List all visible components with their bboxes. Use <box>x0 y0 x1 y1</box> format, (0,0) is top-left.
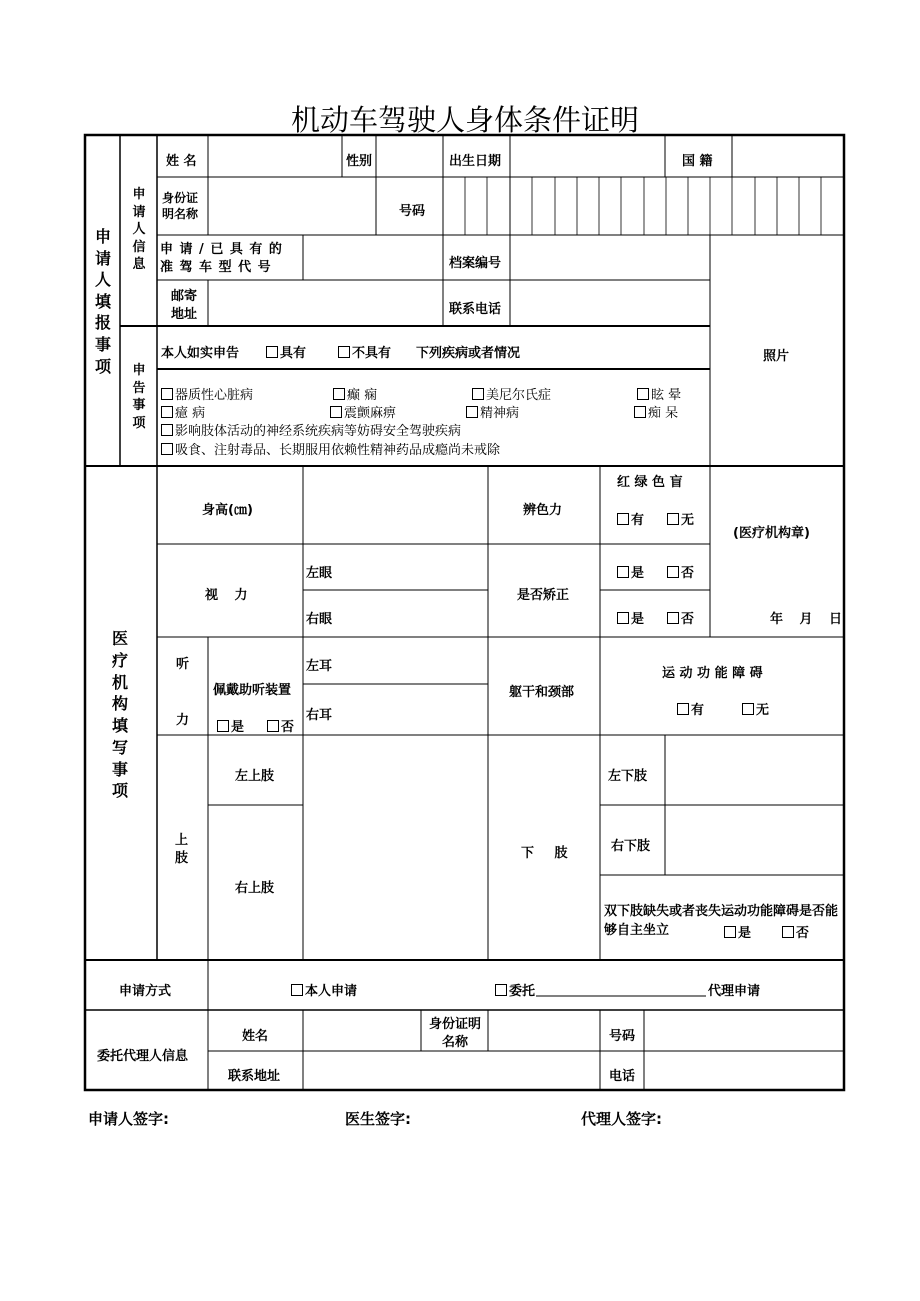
checkbox-icon[interactable] <box>472 388 484 400</box>
id-number-label: 号码 <box>399 204 426 219</box>
checkbox-icon[interactable] <box>338 346 350 358</box>
entrust-option[interactable]: 委托 <box>495 980 535 999</box>
disease-option[interactable]: 器质性心脏病 <box>161 384 253 403</box>
checkbox-icon[interactable] <box>742 703 754 715</box>
hearing-aid-yes[interactable]: 是 <box>217 716 244 735</box>
applicant-section-label: 申请人填报事项 <box>94 227 111 376</box>
agent-phone-label: 电话 <box>609 1069 636 1084</box>
checkbox-icon[interactable] <box>724 926 736 938</box>
license-class-label: 申 请 / 已 具 有 的 准 驾 车 型 代 号 <box>160 242 283 276</box>
address-label: 邮寄地址 <box>170 289 197 322</box>
declaration-intro: 本人如实申告 <box>161 346 240 361</box>
agent-signature-label: 代理人签字: <box>581 1110 662 1128</box>
color-vision-label: 辨色力 <box>523 503 563 518</box>
checkbox-icon[interactable] <box>617 513 629 525</box>
disease-option[interactable]: 癔 病 <box>161 402 205 421</box>
sit-no[interactable]: 否 <box>782 922 809 941</box>
hearing-aid-label: 佩戴助听装置 <box>213 683 292 698</box>
left-ear-label: 左耳 <box>306 659 333 674</box>
checkbox-icon[interactable] <box>782 926 794 938</box>
self-apply-option[interactable]: 本人申请 <box>291 980 357 999</box>
motor-impairment-label: 运 动 功 能 障 碍 <box>662 666 763 681</box>
agent-number-label: 号码 <box>609 1029 636 1044</box>
checkbox-icon[interactable] <box>330 406 342 418</box>
right-ear-label: 右耳 <box>306 708 333 723</box>
color-blind-label: 红 绿 色 盲 <box>617 475 683 490</box>
disease-option[interactable]: 吸食、注射毒品、长期服用依赖性精神药品成瘾尚未戒除 <box>161 439 500 458</box>
corrected-left-no[interactable]: 否 <box>667 562 694 581</box>
page-title: 机动车驾驶人身体条件证明 <box>290 103 639 137</box>
has-option[interactable]: 具有 <box>266 342 306 361</box>
checkbox-icon[interactable] <box>161 424 173 436</box>
left-upper-limb-label: 左上肢 <box>235 769 275 784</box>
checkbox-icon[interactable] <box>617 612 629 624</box>
checkbox-icon[interactable] <box>677 703 689 715</box>
date-label: 年 月 日 <box>770 612 843 627</box>
file-number-label: 档案编号 <box>449 256 502 271</box>
color-blind-yes[interactable]: 有 <box>617 509 644 528</box>
id-doc-label: 身份证明名称 <box>162 191 199 222</box>
disease-option[interactable]: 痴 呆 <box>634 402 678 421</box>
applicant-info-label: 申请人信息 <box>132 187 146 273</box>
agent-info-label: 委托代理人信息 <box>97 1049 189 1064</box>
left-lower-limb-label: 左下肢 <box>608 769 648 784</box>
stamp-label: (医疗机构章) <box>733 526 810 541</box>
checkbox-icon[interactable] <box>161 388 173 400</box>
hearing-aid-no[interactable]: 否 <box>267 716 294 735</box>
birth-date-label: 出生日期 <box>449 154 502 169</box>
checkbox-icon[interactable] <box>667 612 679 624</box>
not-has-option[interactable]: 不具有 <box>338 342 391 361</box>
corrected-label: 是否矫正 <box>517 588 570 603</box>
corrected-right-no[interactable]: 否 <box>667 608 694 627</box>
agent-name-label: 姓名 <box>242 1029 269 1044</box>
agent-id-doc-label: 身份证明名称 <box>428 1017 481 1050</box>
right-upper-limb-label: 右上肢 <box>235 881 275 896</box>
checkbox-icon[interactable] <box>617 566 629 578</box>
sit-question-label: 双下肢缺失或者丧失运动功能障碍是否能够自主坐立 <box>604 904 839 938</box>
checkbox-icon[interactable] <box>267 720 279 732</box>
doctor-signature-label: 医生签字: <box>345 1110 411 1128</box>
application-method-label: 申请方式 <box>119 984 172 999</box>
disease-option[interactable]: 震颤麻痹 <box>330 402 396 421</box>
checkbox-icon[interactable] <box>634 406 646 418</box>
corrected-right-yes[interactable]: 是 <box>617 608 644 627</box>
vision-label: 视 力 <box>205 588 248 603</box>
medical-section-label: 医疗机构填写事项 <box>111 629 128 801</box>
left-eye-label: 左眼 <box>306 566 333 581</box>
motor-yes[interactable]: 有 <box>677 699 704 718</box>
checkbox-icon[interactable] <box>161 443 173 455</box>
agent-apply-label: 代理申请 <box>708 984 761 999</box>
checkbox-icon[interactable] <box>637 388 649 400</box>
declaration-tail: 下列疾病或者情况 <box>416 346 521 361</box>
phone-label: 联系电话 <box>449 302 502 317</box>
trunk-neck-label: 躯干和颈部 <box>509 685 575 700</box>
name-label: 姓 名 <box>166 154 197 169</box>
photo-label: 照片 <box>763 349 790 364</box>
checkbox-icon[interactable] <box>266 346 278 358</box>
checkbox-icon[interactable] <box>495 984 507 996</box>
upper-limb-label: 上肢 <box>175 833 189 866</box>
hearing-label-bottom: 力 <box>176 713 190 728</box>
nationality-label: 国 籍 <box>682 154 713 169</box>
height-label: 身高(㎝) <box>202 503 253 518</box>
checkbox-icon[interactable] <box>466 406 478 418</box>
disease-option[interactable]: 眩 晕 <box>637 384 681 403</box>
motor-no[interactable]: 无 <box>742 699 769 718</box>
applicant-signature-label: 申请人签字: <box>88 1110 169 1128</box>
disease-option[interactable]: 精神病 <box>466 402 519 421</box>
checkbox-icon[interactable] <box>161 406 173 418</box>
corrected-left-yes[interactable]: 是 <box>617 562 644 581</box>
hearing-label-top: 听 <box>176 657 190 672</box>
checkbox-icon[interactable] <box>667 566 679 578</box>
checkbox-icon[interactable] <box>291 984 303 996</box>
color-blind-no[interactable]: 无 <box>667 509 694 528</box>
disease-option[interactable]: 影响肢体活动的神经系统疾病等妨碍安全驾驶疾病 <box>161 420 461 439</box>
right-eye-label: 右眼 <box>306 612 333 627</box>
declaration-label: 申告事项 <box>132 363 146 431</box>
right-lower-limb-label: 右下肢 <box>611 839 651 854</box>
checkbox-icon[interactable] <box>333 388 345 400</box>
gender-label: 性别 <box>346 154 373 169</box>
disease-option[interactable]: 美尼尔氏症 <box>472 384 551 403</box>
checkbox-icon[interactable] <box>217 720 229 732</box>
agent-address-label: 联系地址 <box>228 1069 281 1084</box>
sit-yes[interactable]: 是 <box>724 922 751 941</box>
checkbox-icon[interactable] <box>667 513 679 525</box>
lower-limb-label: 下 肢 <box>521 846 568 861</box>
disease-option[interactable]: 癫 痫 <box>333 384 377 403</box>
